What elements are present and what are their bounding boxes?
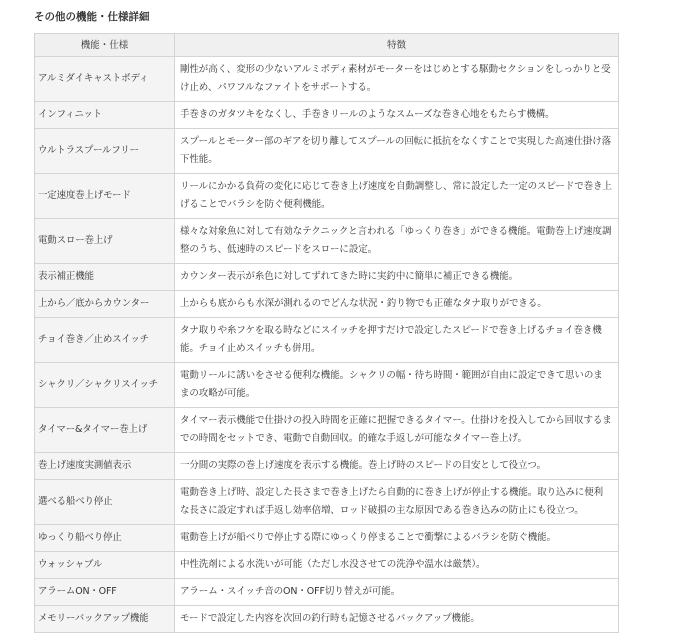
feature-description: スプールとモーター部のギアを切り離してスプールの回転に抵抗をなくすことで実現した高速仕掛け落下性能。 (175, 129, 619, 174)
feature-description: 剛性が高く、変形の少ないアルミボディ素材がモーターをはじめとする駆動セクションをしっかりと受け止め、パワフルなファイトをサポートする。 (175, 57, 619, 102)
feature-description: 電動巻上げが船べりで停止する際にゆっくり停まることで衝撃によるバラシを防ぐ機能。 (175, 525, 619, 552)
feature-name: インフィニット (35, 102, 175, 129)
feature-name: ウォッシャブル (35, 552, 175, 579)
feature-name: タイマー&タイマー巻上げ (35, 408, 175, 453)
section-title: その他の機能・仕様詳細 (34, 11, 150, 23)
table-row (35, 57, 619, 102)
table-row (35, 291, 619, 318)
table-header-row (35, 34, 619, 57)
spec-table (34, 33, 619, 633)
table-row (35, 219, 619, 264)
feature-description: タイマー表示機能で仕掛けの投入時間を正確に把握できるタイマー。仕掛けを投入してから回収するまでの時間をセットでき、電動で自動回収。的確な手返しが可能なタイマー巻上げ。 (175, 408, 619, 453)
feature-name: アルミダイキャストボディ (35, 57, 175, 102)
table-row (35, 264, 619, 291)
feature-name: チョイ巻き／止めスイッチ (35, 318, 175, 363)
feature-name: ゆっくり船べり停止 (35, 525, 175, 552)
feature-name: 表示補正機能 (35, 264, 175, 291)
feature-name: 巻上げ速度実測値表示 (35, 453, 175, 480)
feature-description: 中性洗剤による水洗いが可能（ただし水没させての洗浄や温水は厳禁）。 (175, 552, 619, 579)
table-row (35, 606, 619, 633)
column-header-feature: 機能・仕様 (35, 34, 175, 57)
feature-description: リールにかかる負荷の変化に応じて巻き上げ速度を自動調整し、常に設定した一定のスピードで巻き上げることでバラシを防ぐ便利機能。 (175, 174, 619, 219)
feature-description: モードで設定した内容を次回の釣行時も記憶させるバックアップ機能。 (175, 606, 619, 633)
column-header-description: 特徴 (175, 34, 619, 57)
feature-name: アラームON・OFF (35, 579, 175, 606)
feature-name: 上から／底からカウンター (35, 291, 175, 318)
feature-description: タナ取りや糸フケを取る時などにスイッチを押すだけで設定したスピードで巻き上げるチョイ巻き機能。チョイ止めスイッチも併用。 (175, 318, 619, 363)
table-row (35, 363, 619, 408)
table-row (35, 102, 619, 129)
table-row (35, 129, 619, 174)
table-row (35, 552, 619, 579)
feature-description: 様々な対象魚に対して有効なテクニックと言われる「ゆっくり巻き」ができる機能。電動巻上げ速度調整のうち、低速時のスピードをスローに設定。 (175, 219, 619, 264)
feature-description: 手巻きのガタツキをなくし、手巻きリールのようなスムーズな巻き心地をもたらす機構。 (175, 102, 619, 129)
table-row (35, 408, 619, 453)
feature-description: 電動巻き上げ時、設定した長さまで巻き上げたら自動的に巻き上げが停止する機能。取り込みに便利な長さに設定すれば手返し効率倍増、ロッド破損の主な原因である巻き込みの防止にも役立つ。 (175, 480, 619, 525)
feature-name: シャクリ／シャクリスイッチ (35, 363, 175, 408)
feature-name: ウルトラスプールフリー (35, 129, 175, 174)
feature-description: 電動リールに誘いをさせる便利な機能。シャクリの幅・待ち時間・範囲が自由に設定できて思いのままの攻略が可能。 (175, 363, 619, 408)
feature-name: 一定速度巻上げモード (35, 174, 175, 219)
table-row (35, 525, 619, 552)
table-row (35, 318, 619, 363)
feature-description: アラーム・スイッチ音のON・OFF切り替えが可能。 (175, 579, 619, 606)
table-row (35, 174, 619, 219)
table-row (35, 579, 619, 606)
table-row (35, 480, 619, 525)
feature-description: 上からも底からも水深が測れるのでどんな状況・釣り物でも正確なタナ取りができる。 (175, 291, 619, 318)
feature-description: 一分間の実際の巻上げ速度を表示する機能。巻上げ時のスピードの目安として役立つ。 (175, 453, 619, 480)
feature-description: カウンター表示が糸色に対してずれてきた時に実釣中に簡単に補正できる機能。 (175, 264, 619, 291)
feature-name: 電動スロー巻上げ (35, 219, 175, 264)
feature-name: 選べる船べり停止 (35, 480, 175, 525)
table-row (35, 453, 619, 480)
feature-name: メモリーバックアップ機能 (35, 606, 175, 633)
